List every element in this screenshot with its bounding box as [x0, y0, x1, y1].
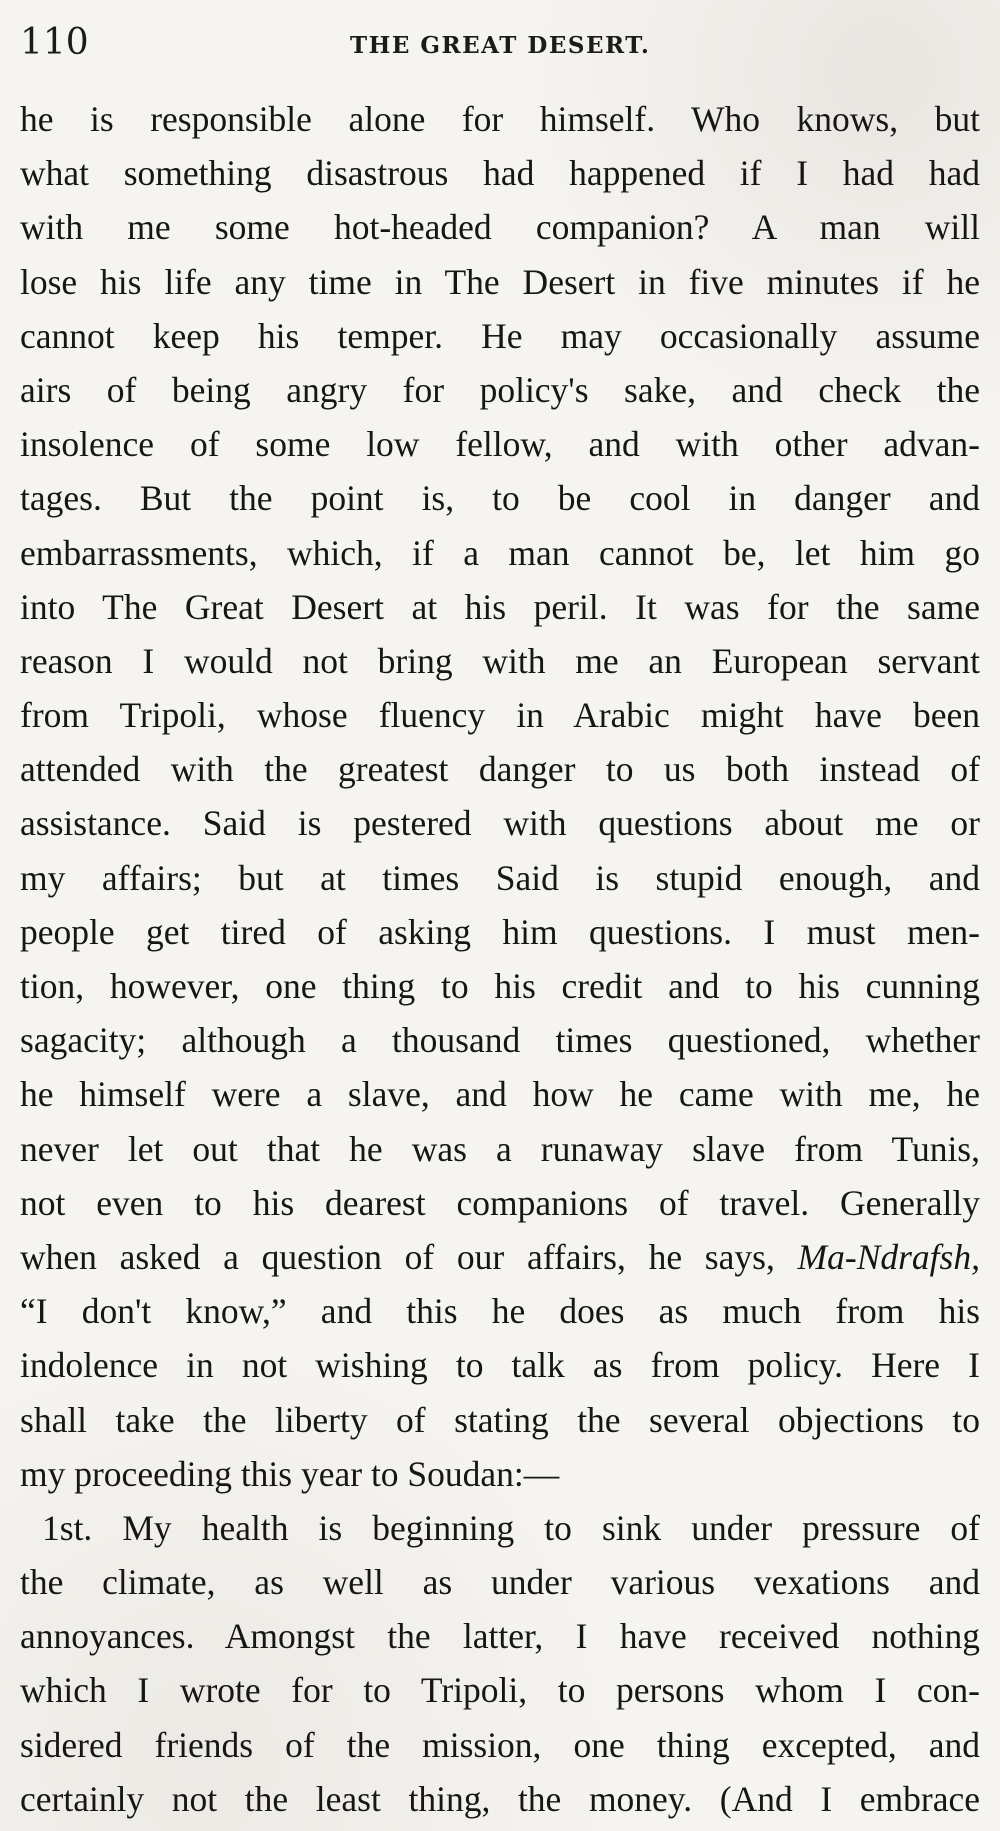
- text-line: indolence in not wishing to talk as from policy. Here I: [20, 1345, 980, 1386]
- italic-phrase: Ma-Ndrafsh,: [797, 1236, 980, 1277]
- text-line: my affairs; but at times Said is stupid enough, and: [20, 857, 980, 898]
- running-head: THE GREAT DESERT.: [350, 32, 651, 59]
- text-line: 1st. My health is beginning to sink under pressure of: [42, 1507, 980, 1548]
- text-line: reason I would not bring with me an European servant: [20, 640, 980, 681]
- text-line: what something disastrous had happened if I had had: [20, 153, 980, 194]
- page-header: [20, 22, 980, 72]
- text-line: people get tired of asking him questions. I must men-: [20, 911, 980, 952]
- text-line: sidered friends of the mission, one thing excepted, and: [20, 1724, 980, 1765]
- text-line: insolence of some low fellow, and with other advan-: [20, 424, 980, 465]
- text-line-with-italic: [20, 1230, 980, 1284]
- text-line: he himself were a slave, and how he came with me, he: [20, 1074, 980, 1115]
- text-line: from Tripoli, whose fluency in Arabic might have been: [20, 695, 980, 736]
- text-line: with me some hot-headed companion? A man will: [20, 207, 980, 248]
- text-line: my proceeding this year to Soudan:—: [20, 1453, 560, 1494]
- text-line: attended with the greatest danger to us both instead of: [20, 749, 980, 790]
- text-line: assistance. Said is pestered with questions about me or: [20, 803, 980, 844]
- text-line: tion, however, one thing to his credit and to his cunning: [20, 966, 980, 1006]
- text-line: annoyances. Amongst the latter, I have received nothing: [20, 1616, 980, 1657]
- text-line: cannot keep his temper. He may occasionally assume: [20, 315, 980, 356]
- text-line: “I don't know,” and this he does as much from his: [20, 1291, 980, 1332]
- page-number: 110: [20, 22, 89, 63]
- text-segment: when asked a question of our affairs, he says,: [20, 1236, 798, 1277]
- text-line: which I wrote for to Tripoli, to persons whom I con-: [20, 1670, 980, 1711]
- text-line: he is responsible alone for himself. Who knows, but: [20, 99, 980, 139]
- text-line: into The Great Desert at his peril. It was for the same: [20, 586, 980, 627]
- text-line: embarrassments, which, if a man cannot be, let him go: [20, 532, 980, 573]
- text-line: airs of being angry for policy's sake, and check the: [20, 369, 980, 410]
- text-line: sagacity; although a thousand times questioned, whether: [20, 1020, 980, 1061]
- text-line: never let out that he was a runaway slave from Tunis,: [20, 1128, 980, 1169]
- text-line: the climate, as well as under various vexations and: [20, 1562, 980, 1603]
- text-line: shall take the liberty of stating the several objections to: [20, 1399, 980, 1440]
- text-line: certainly not the least thing, the money. (And I embrace: [20, 1778, 980, 1819]
- text-line: tages. But the point is, to be cool in danger and: [20, 478, 980, 519]
- body-text: [20, 92, 980, 1826]
- text-line: not even to his dearest companions of travel. Generally: [20, 1182, 980, 1223]
- text-line: lose his life any time in The Desert in five minutes if he: [20, 261, 980, 302]
